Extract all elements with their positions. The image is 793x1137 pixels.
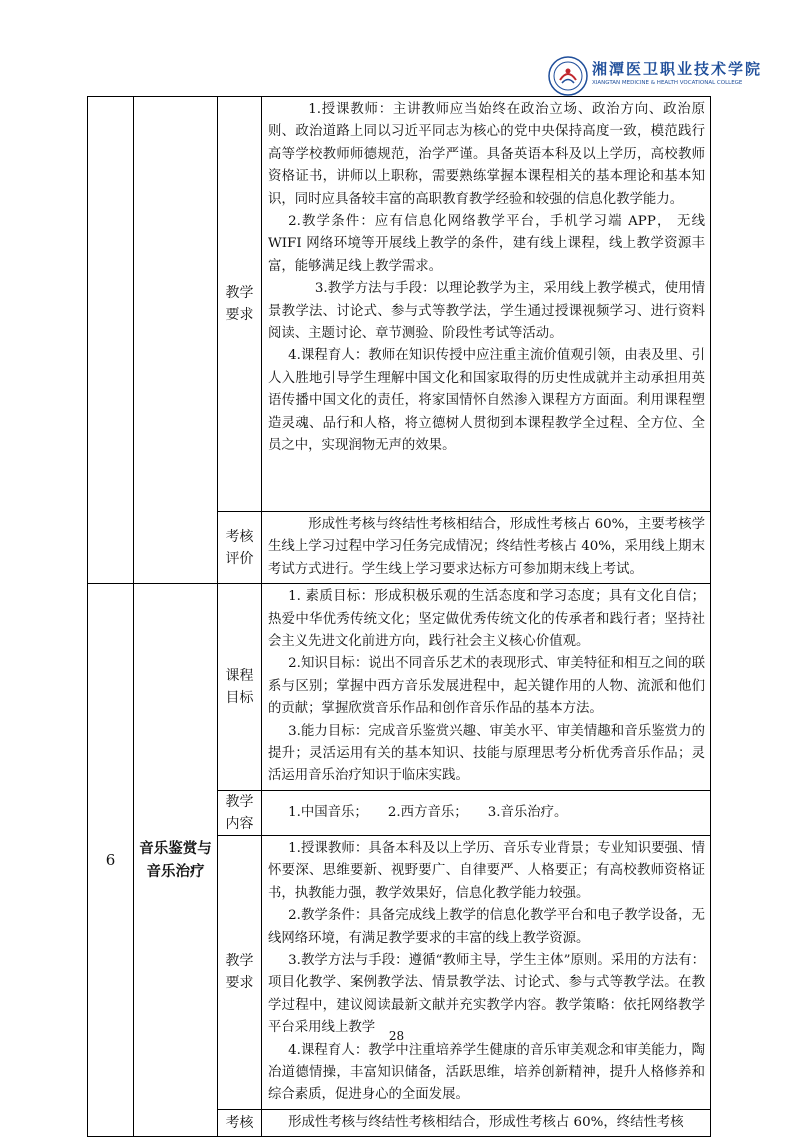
assessment-label: 考核	[218, 1109, 262, 1136]
paragraph: 2.教学条件：具备完成线上教学的信息化教学平台和电子教学设备，无线网络环境，有满足教学要求的丰富的线上教学资源。	[268, 908, 705, 946]
table-row	[88, 584, 711, 791]
paragraph: 1.授课教师：主讲教师应当始终在政治立场、政治方向、政治原则、政治道路上同以习近平同志为核心的党中央保持高度一致，模范践行高等学校教师师德规范，治学严谨。具备英语本科及以上学历，高校教师资格证书，讲师以上职称，需要熟练掌握本课程相关的基本理论和基本知识，同时应具备较丰富的高职教育教学经验和较强的信息化教学能力。	[268, 102, 705, 207]
paragraph: 形成性考核与终结性考核相结合，形成性考核占 60%，主要考核学生线上学习过程中学习任务完成情况；终结性考核占 40%，采用线上期末考试方式进行。学生线上学习要求达标方可参加期末线上考试。	[268, 517, 705, 577]
course-number: 6	[88, 584, 134, 1137]
assessment-content	[262, 1109, 711, 1136]
logo-english-name: XIANGTAN MEDICINE & HEALTH VOCATIONAL COLLEGE	[592, 80, 743, 86]
teaching-requirements-label: 教学 要求	[218, 97, 262, 512]
course-table	[87, 96, 711, 1137]
logo-chinese-name: 湘潭医卫职业技术学院	[592, 60, 763, 78]
teaching-content	[262, 790, 711, 835]
paragraph: 1. 素质目标：形成积极乐观的生活态度和学习态度；具有文化自信；热爱中华优秀传统文化；坚定做优秀传统文化的传承者和践行者；坚持社会主义先进文化前进方向，践行社会主义核心价值观。	[268, 589, 705, 650]
number-cell-empty	[88, 97, 134, 584]
paragraph: 3.教学方法与手段：以理论教学为主，采用线上教学模式，使用情景教学法、讨论式、参与式等教学法，学生通过授课视频学习、进行资料阅读、主题讨论、章节测验、阶段性考试等活动。	[268, 281, 705, 342]
table-row	[88, 97, 711, 512]
teaching-requirements-content	[262, 97, 711, 512]
page-number: 28	[388, 1029, 405, 1043]
paragraph: 形成性考核与终结性考核相结合，形成性考核占 60%，终结性考核	[288, 1114, 684, 1130]
teaching-requirements-content	[262, 835, 711, 1109]
paragraph: 1.中国音乐； 2.西方音乐； 3.音乐治疗。	[288, 804, 568, 820]
paragraph: 4.课程育人：教学中注重培养学生健康的音乐审美观念和审美能力，陶冶道德情操，丰富知识储备，活跃思维，培养创新精神，提升人格修养和综合素质，促进身心的全面发展。	[268, 1042, 705, 1103]
paragraph: 1.授课教师：具备本科及以上学历、音乐专业背景；专业知识要强、情怀要深、思维要新、视野要广、自律要严、人格要正；有高校教师资格证书，执教能力强，教学效果好，信息化教学能力较强。	[268, 840, 705, 901]
teaching-content-label: 教学 内容	[218, 790, 262, 835]
paragraph: 3.能力目标：完成音乐鉴赏兴趣、审美水平、审美情趣和音乐鉴赏力的提升；灵活运用有关的基本知识、技能与原理思考分析优秀音乐作品；灵活运用音乐治疗知识于临床实践。	[268, 723, 705, 784]
paragraph: 2.教学条件：应有信息化网络教学平台，手机学习端 APP， 无线 WIFI 网络环境等开展线上教学的条件，建有线上课程，线上教学资源丰富，能够满足线上教学需求。	[268, 214, 705, 274]
course-name: 音乐鉴赏与 音乐治疗	[134, 584, 218, 1137]
teaching-requirements-label: 教学 要求	[218, 835, 262, 1109]
assessment-label: 考核 评价	[218, 512, 262, 584]
course-goals-label: 课程 目标	[218, 584, 262, 791]
course-goals-content	[262, 584, 711, 791]
paragraph: 4.课程育人：教师在知识传授中应注重主流价值观引领，由表及里、引人入胜地引导学生理解中国文化和国家取得的历史性成就并主动承担用英语传播中国文化的责任，将家国情怀自然渗入课程方方面面。利用课程塑造灵魂、品行和人格，将立德树人贯彻到本课程教学全过程、全方位、全员之中，实现润物无声的效果。	[268, 348, 705, 454]
course-name-cell-empty	[134, 97, 218, 584]
college-emblem-icon	[548, 56, 588, 96]
paragraph: 2.知识目标：说出不同音乐艺术的表现形式、审美特征和相互之间的联系与区别；掌握中西方音乐发展进程中，起关键作用的人物、流派和他们的贡献；掌握欣赏音乐作品和创作音乐作品的基本方法。	[268, 656, 705, 717]
assessment-content	[262, 512, 711, 584]
college-logo	[548, 56, 763, 96]
paragraph: 3.教学方法与手段：遵循“教师主导，学生主体”原则。采用的方法有：项目化教学、案例教学法、情景教学法、讨论式、参与式等教学法。在教学过程中，建议阅读最新文献并充实教学内容。教学策略：依托网络教学平台采用线上教学	[268, 952, 705, 1036]
